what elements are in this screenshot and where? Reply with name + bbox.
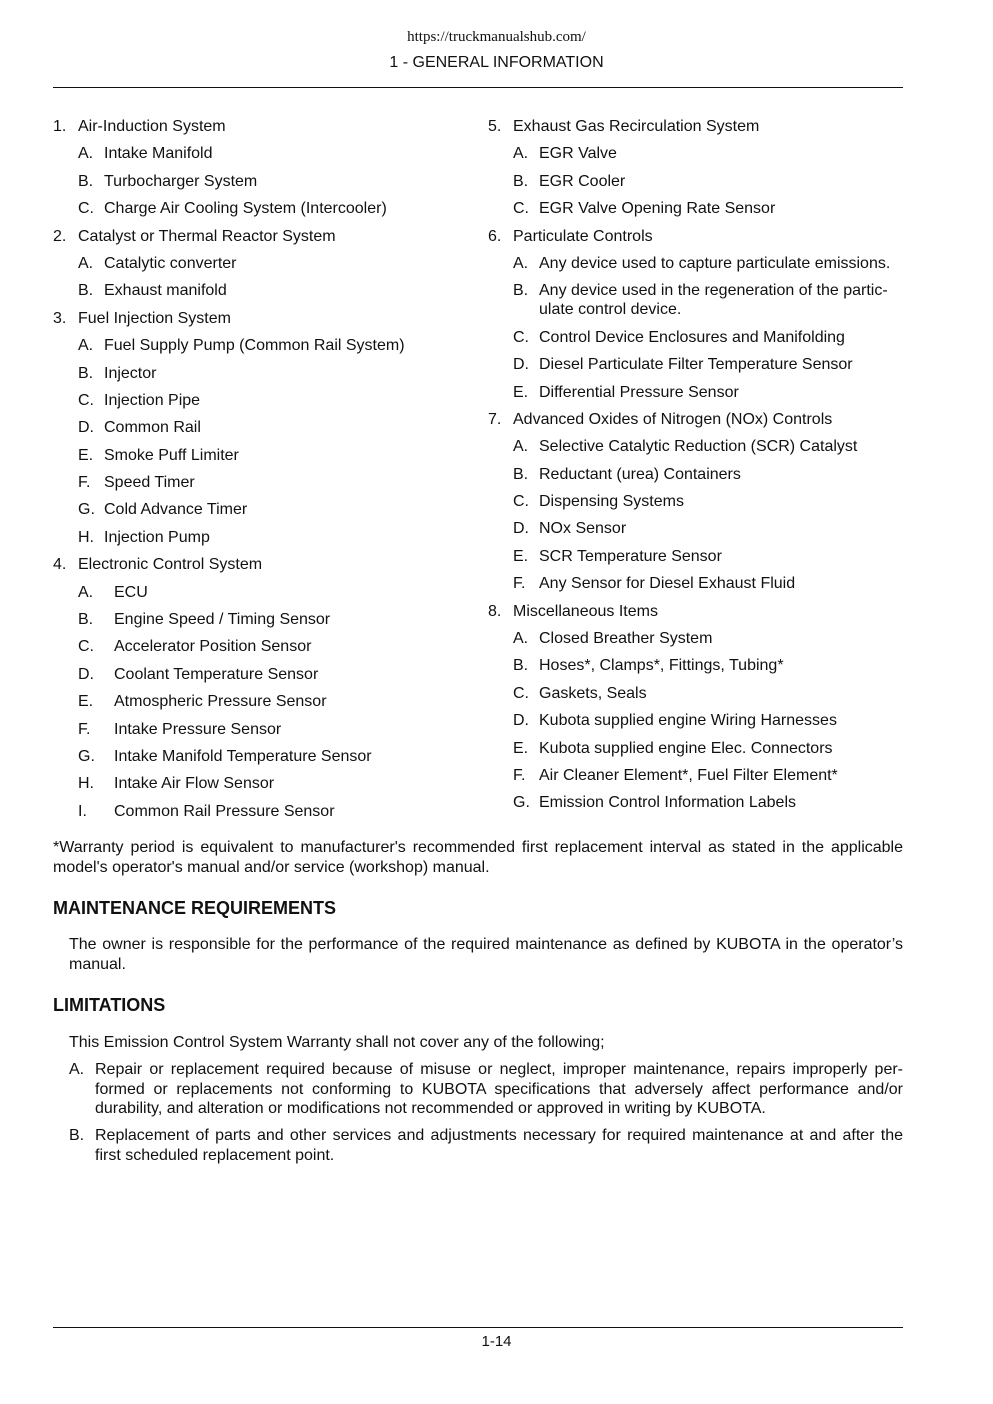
outline-subitem [488,547,904,566]
outline-subitem [53,500,453,519]
outline-subitem-text: Intake Pressure Sensor [114,720,282,738]
outline-subitem-text: Injector [104,364,157,382]
maintenance-body: The owner is responsible for the performance of the required maintenance as defined by KUBOTA in the operator’s manual. [69,936,903,973]
outline-subitem-text: Closed Breather System [539,630,713,648]
outline-item-number: 3. [53,309,67,327]
outline-item-text: Miscellaneous Items [513,602,658,620]
outline-subitem-number: F. [78,474,91,492]
outline-subitem-number: D. [513,520,529,538]
outline-subitem [488,281,904,319]
limitation-item [69,1060,903,1119]
outline-item-number: 2. [53,227,67,245]
outline-subitem-text: Atmospheric Pressure Sensor [114,693,327,711]
outline-subitem [488,684,904,703]
header-rule [53,87,903,88]
outline-subitem-number: F. [513,575,526,593]
outline-subitem-text: Reductant (urea) Containers [539,465,741,483]
outline-subitem [53,610,453,629]
header-url: https://truckmanualshub.com/ [407,29,586,45]
outline-subitem-text: EGR Valve Opening Rate Sensor [539,200,776,218]
outline-subitem-number: A. [513,254,529,272]
outline-item [53,117,453,136]
outline-subitem-text: Exhaust manifold [104,282,227,300]
outline-subitem-number: I. [78,802,87,820]
limitations-heading: LIMITATIONS [53,995,166,1015]
outline-item-text: Particulate Controls [513,227,653,245]
outline-subitem-number: B. [78,611,94,629]
outline-subitem-text: Injection Pipe [104,391,201,409]
outline-subitem-number: C. [78,391,94,409]
outline-subitem-number: C. [513,200,529,218]
outline-subitem-text: Any device used to capture particulate emissions. [539,254,891,272]
outline-subitem-text: EGR Valve [539,145,617,163]
outline-subitem [53,774,453,793]
outline-subitem [488,519,904,538]
outline-subitem-number: A. [513,145,529,163]
outline-subitem-text: Intake Manifold Temperature Sensor [114,747,372,765]
outline-subitem [53,637,453,656]
outline-subitem-number: F. [513,766,526,784]
outline-subitem-number: D. [78,665,94,683]
outline-subitem [488,766,904,785]
outline-subitem-text: Turbocharger System [104,172,258,190]
outline-subitem-number: B. [513,282,529,300]
outline-subitem [488,383,904,402]
outline-item-number: 7. [488,410,502,428]
outline-item [53,227,453,246]
outline-subitem-text: Gaskets, Seals [539,684,647,702]
outline-subitem-text: NOx Sensor [539,520,627,538]
outline-subitem-number: F. [78,720,91,738]
outline-subitem [488,172,904,191]
outline-subitem-number: D. [513,356,529,374]
outline-subitem [53,281,453,300]
outline-subitem-text: EGR Cooler [539,172,626,190]
maintenance-heading: MAINTENANCE REQUIREMENTS [53,898,337,918]
outline-subitem-number: C. [513,684,529,702]
outline-subitem-number: B. [513,657,529,675]
outline-item [488,117,904,136]
outline-item-number: 4. [53,556,67,574]
outline-subitem-text: Intake Manifold [104,145,213,163]
outline-subitem [488,793,904,812]
header-title: 1 - GENERAL INFORMATION [389,54,604,71]
outline-subitem-text: Accelerator Position Sensor [114,638,312,656]
outline-subitem [53,172,453,191]
outline-subitem [488,711,904,730]
outline-subitem-number: C. [513,493,529,511]
outline-subitem-number: E. [513,383,529,401]
outline-subitem-text: Air Cleaner Element*, Fuel Filter Element* [539,766,838,784]
limitation-item-number: A. [69,1061,85,1078]
outline-subitem-number: E. [513,739,529,757]
outline-item-text: Catalyst or Thermal Reactor System [78,227,336,245]
outline-subitem-text: Control Device Enclosures and Manifolding [539,328,845,346]
outline-item [488,410,904,429]
outline-subitem-number: A. [513,438,529,456]
outline-subitem-text: Smoke Puff Limiter [104,446,239,464]
outline-subitem-text: Differential Pressure Sensor [539,383,739,401]
outline-subitem-text: Cold Advance Timer [104,501,248,519]
outline-subitem-text: Diesel Particulate Filter Temperature Sensor [539,356,853,374]
outline-item [53,309,453,328]
outline-item-text: Fuel Injection System [78,309,231,327]
outline-subitem [488,739,904,758]
outline-subitem [488,355,904,374]
outline-subitem [53,144,453,163]
outline-subitem-number: C. [513,328,529,346]
limitation-item-number: B. [69,1127,85,1144]
limitations-intro: This Emission Control System Warranty shall not cover any of the following; [69,1034,605,1051]
outline-subitem-number: E. [513,547,529,565]
outline-subitem [53,802,453,821]
outline-subitem-text: Dispensing Systems [539,493,684,511]
outline-subitem [53,336,453,355]
outline-subitem-number: B. [78,172,94,190]
outline-subitem-number: G. [513,794,530,812]
outline-subitem-text: Intake Air Flow Sensor [114,775,275,793]
outline-subitem-number: B. [513,465,529,483]
outline-subitem-text: Charge Air Cooling System (Intercooler) [104,200,387,218]
outline-subitem-text: Fuel Supply Pump (Common Rail System) [104,337,405,355]
outline-subitem-number: E. [78,693,94,711]
warranty-footnote: *Warranty period is equivalent to manufacturer's recommended first replacement interval as stated in the applicable model's operator's manual and/or service (workshop) manual. [53,839,903,876]
right-column [488,117,904,821]
outline-subitem-text: Any Sensor for Diesel Exhaust Fluid [539,575,796,593]
outline-subitem-number: C. [78,638,94,656]
outline-subitem [488,574,904,593]
outline-subitem [488,199,904,218]
limitation-item [69,1126,903,1165]
outline-item-text: Electronic Control System [78,556,263,574]
outline-subitem-text: Any device used in the regeneration of the partic- ulate control device. [539,282,888,319]
outline-subitem-text: Injection Pump [104,528,210,546]
outline-subitem [488,328,904,347]
outline-subitem-number: G. [78,501,95,519]
outline-subitem [53,720,453,739]
outline-item-text: Advanced Oxides of Nitrogen (NOx) Controls [513,410,833,428]
outline-subitem-number: H. [78,775,94,793]
outline-subitem-number: B. [513,172,529,190]
outline-subitem-number: B. [78,364,94,382]
outline-subitem-text: Selective Catalytic Reduction (SCR) Catalyst [539,438,858,456]
outline-subitem-number: A. [513,630,529,648]
outline-subitem-number: D. [78,419,94,437]
limitation-item-text: Replacement of parts and other services and adjustments necessary for required maintenance at and after the first scheduled replacement point. [95,1127,903,1164]
outline-subitem [53,528,453,547]
outline-subitem [488,144,904,163]
outline-subitem-number: E. [78,446,94,464]
outline-item [53,555,453,574]
outline-item-text: Air-Induction System [78,118,226,135]
outline-subitem [488,465,904,484]
outline-subitem-number: B. [78,282,94,300]
outline-subitem-text: Emission Control Information Labels [539,794,797,812]
outline-subitem [53,254,453,273]
outline-subitem [53,418,453,437]
outline-item-number: 5. [488,118,502,135]
outline-subitem-text: Kubota supplied engine Elec. Connectors [539,739,833,757]
outline-subitem-text: Speed Timer [104,474,195,492]
outline-subitem [488,492,904,511]
outline-subitem-text: Engine Speed / Timing Sensor [114,611,331,629]
outline-subitem [488,656,904,675]
outline-item [488,602,904,621]
footer-rule [53,1327,903,1328]
outline-subitem [488,254,904,273]
outline-subitem-number: A. [78,145,94,163]
outline-subitem [53,692,453,711]
outline-subitem-text: ECU [114,583,148,601]
outline-item-number: 1. [53,118,67,135]
outline-subitem-text: Kubota supplied engine Wiring Harnesses [539,712,837,730]
outline-subitem [53,199,453,218]
outline-subitem-number: C. [78,200,94,218]
outline-subitem-number: A. [78,337,94,355]
outline-subitem [488,629,904,648]
outline-subitem [53,391,453,410]
outline-subitem-text: Common Rail Pressure Sensor [114,802,335,820]
limitation-item-text: Repair or replacement required because of misuse or neglect, improper maintenance, repairs improperly per- formed or replacements not conforming to KUBOTA specifications that adversely affect performance and/or durability, and alteration or modifications not recommended or approved in writing by KUBOTA. [95,1061,903,1117]
outline-subitem-number: A. [78,254,94,272]
outline-subitem [53,665,453,684]
left-column [53,117,453,829]
outline-subitem-text: Hoses*, Clamps*, Fittings, Tubing* [539,657,784,675]
outline-subitem-text: SCR Temperature Sensor [539,547,722,565]
outline-item-text: Exhaust Gas Recirculation System [513,118,760,135]
outline-subitem-text: Catalytic converter [104,254,237,272]
outline-subitem [488,437,904,456]
outline-subitem-number: A. [78,583,94,601]
outline-subitem [53,473,453,492]
outline-subitem [53,747,453,766]
outline-item-number: 6. [488,227,502,245]
outline-subitem-number: H. [78,528,94,546]
outline-subitem-number: G. [78,747,95,765]
outline-item [488,227,904,246]
outline-subitem [53,446,453,465]
outline-subitem [53,364,453,383]
outline-subitem-number: D. [513,712,529,730]
outline-subitem-text: Coolant Temperature Sensor [114,665,319,683]
page-number: 1-14 [481,1333,512,1350]
outline-subitem [53,583,453,602]
outline-item-number: 8. [488,602,502,620]
outline-subitem-text: Common Rail [104,419,201,437]
